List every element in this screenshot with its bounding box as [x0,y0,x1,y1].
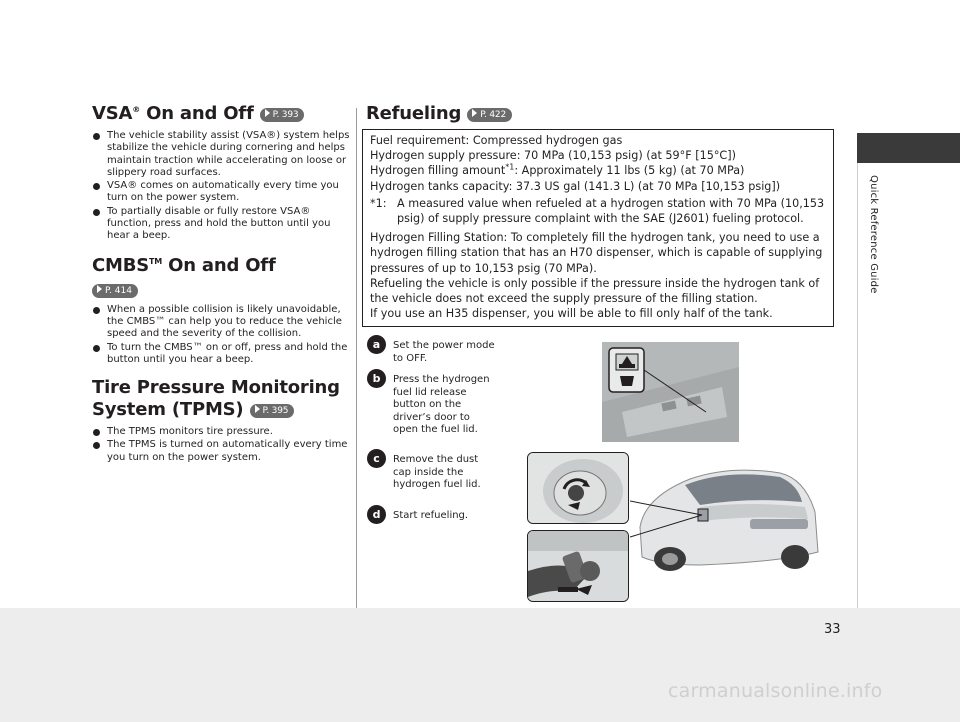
arrow-right-icon [472,109,477,117]
tpms-ref-label: P. 395 [262,406,289,417]
side-tab-marker [857,133,960,163]
list-item: When a possible collision is likely unavoidable, the CMBS™ can help you to reduce the vehicle speed and the severity of the collision. [92,304,350,341]
dust-cap-inset [527,452,629,524]
column-divider [356,108,357,608]
list-item: To partially disable or fully restore VSA® function, press and hold the button until you hear a beep. [92,206,350,243]
cmbs-title: CMBS [92,254,150,276]
step-text: Press the hydrogen fuel lid release button on the driver’s door to open the fuel lid. [393,374,490,435]
cmbs-title-tail: On and Off [162,254,276,276]
step-text: Remove the dust cap inside the hydrogen fuel lid. [393,454,481,490]
list-item: The TPMS is turned on automatically every time you turn on the power system. [92,439,350,464]
door-switch-photo [602,342,739,442]
vsa-heading [92,103,350,125]
list-item: VSA® comes on automatically every time you turn on the power system. [92,180,350,205]
list-item: The vehicle stability assist (VSA®) system helps stabilize the vehicle during cornering and helps maintain traction while accelerating on loose or slippery road surfaces. [92,130,350,179]
car-illustration [630,457,820,577]
filling-amount-value: : Approximately 11 lbs (5 kg) (at 70 MPa) [514,164,745,178]
filling-amount-label: Hydrogen filling amount [370,164,506,178]
page-footer-band [0,608,960,722]
footnote-ref: *1 [505,162,515,172]
cmbs-bullet-list [92,304,350,366]
nozzle-illustration [528,531,628,601]
step-text: Set the power mode to OFF. [393,340,495,364]
step-number: b [367,369,386,388]
arrow-right-icon [97,285,102,293]
watermark: carmanualsonline.info [668,680,883,702]
supply-pressure: Hydrogen supply pressure: 70 MPa (10,153 psig) (at 59°F [15°C]) [370,149,736,163]
step-b [367,369,497,437]
pressure-note: Refueling the vehicle is only possible if the pressure inside the hydrogen tank of the vehicle does not exceed the supply pressure of the filling station. [370,276,820,306]
refueling-title: Refueling [366,103,462,124]
tpms-page-reference[interactable] [250,404,295,418]
side-rule [857,133,858,608]
refueling-page-reference[interactable] [467,108,512,122]
fuel-info-box [362,129,834,327]
side-tab-label: Quick Reference Guide [868,175,879,294]
vsa-section [92,103,350,243]
tpms-bullet-list [92,426,350,464]
step-d [367,505,497,524]
tpms-title-line1: Tire Pressure Monitoring [92,377,340,399]
arrow-right-icon [255,405,260,413]
footnote [370,196,826,226]
refueling-ref-label: P. 422 [480,110,506,120]
list-item: The TPMS monitors tire pressure. [92,426,350,438]
cmbs-page-reference[interactable] [92,284,138,298]
nozzle-inset [527,530,629,602]
vsa-bullet-list [92,130,350,243]
step-a [367,335,497,365]
cmbs-section [92,255,350,366]
left-column [92,103,350,465]
filling-amount [370,163,826,178]
page-number: 33 [824,622,841,637]
arrow-right-icon [265,109,270,117]
door-switch-illustration [602,342,739,442]
step-text: Start refueling. [393,510,469,521]
step-c [367,449,497,492]
filling-station-note: Hydrogen Filling Station: To completely fill the hydrogen tank, you need to use a hydrogen filling station that has an H70 dispenser, which is capable of supplying pressures of up to 10,153 psig (70 MPa). [370,231,823,275]
cmbs-heading [92,255,350,277]
vsa-ref-label: P. 393 [272,110,299,120]
step-number: a [367,335,386,354]
tank-capacity: Hydrogen tanks capacity: 37.3 US gal (141.3 L) (at 70 MPa [10,153 psig]) [370,179,781,193]
tpms-section [92,377,350,464]
fuel-requirement: Fuel requirement: Compressed hydrogen gas [370,134,623,147]
tpms-title-line2: System (TPMS) [92,399,244,421]
footnote-mark: *1: [370,196,387,210]
registered-mark: ® [132,105,141,114]
vsa-title: VSA [92,103,133,124]
trademark: TM [149,256,163,266]
dust-cap-illustration [528,453,628,523]
cmbs-ref-label: P. 414 [105,285,132,296]
tpms-heading [92,377,350,421]
vsa-page-reference[interactable] [260,108,305,122]
car-rear-illustration [630,457,820,577]
step-number: c [367,449,386,468]
list-item: To turn the CMBS™ on or off, press and hold the button until you hear a beep. [92,342,350,367]
footnote-text: A measured value when refueled at a hydrogen station with 70 MPa (10,153 psig) of supply pressure complaint with the SAE (J2601) fueling protocol. [397,196,825,226]
step-number: d [367,505,386,524]
h35-note: If you use an H35 dispenser, you will be able to fill only half of the tank. [370,307,773,321]
refueling-heading [366,103,512,125]
vsa-title-tail: On and Off [140,103,254,124]
